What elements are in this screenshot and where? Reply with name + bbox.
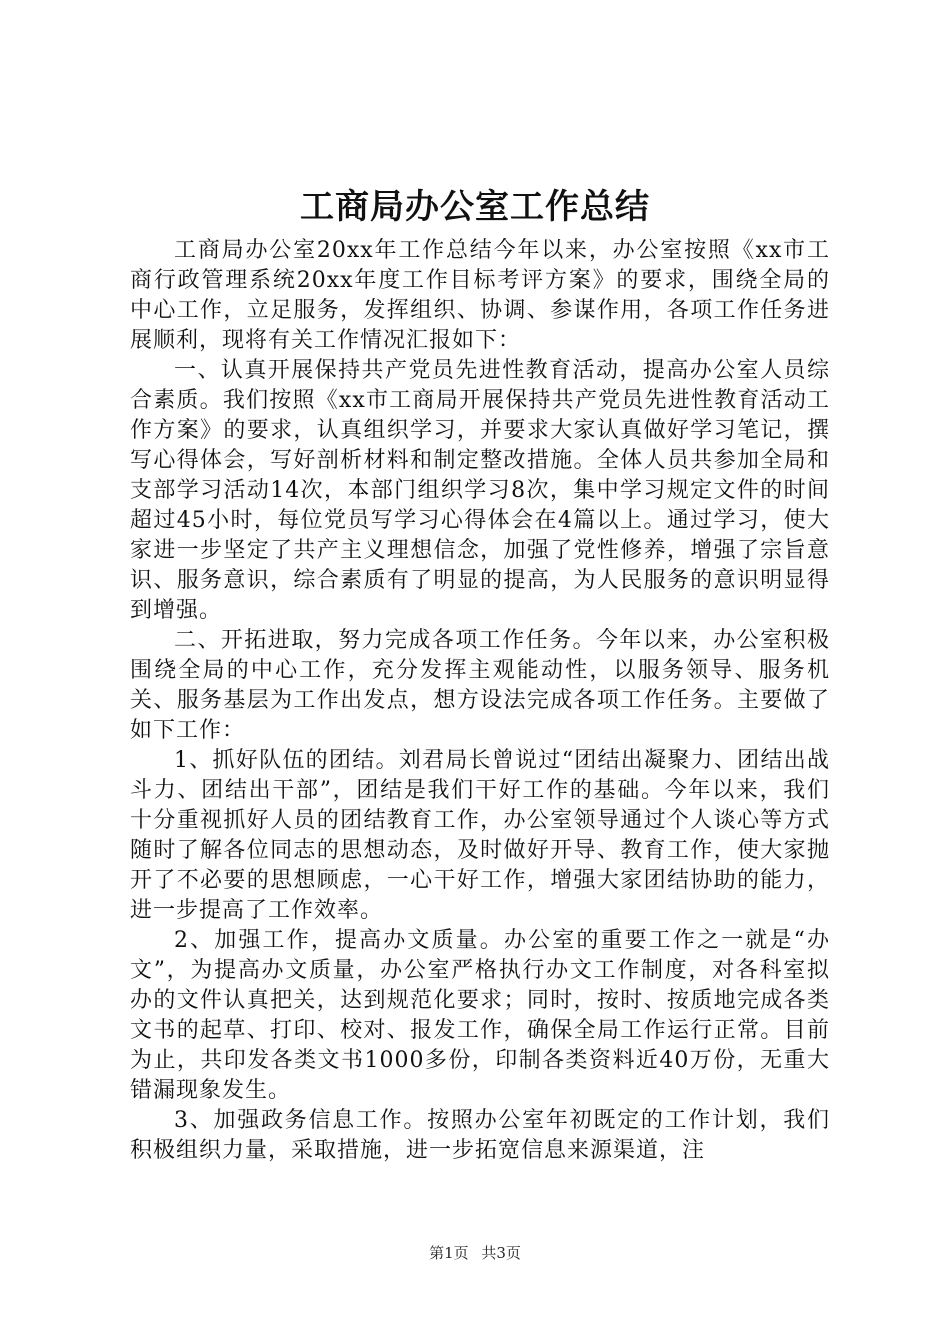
intro-paragraph: 工商局办公室20xx年工作总结今年以来，办公室按照《xx市工商行政管理系统20xx年度工作目标考评方案》的要求，围绕全局的中心工作，立足服务，发挥组织、协调、参谋作用，各项工作任务进展顺利，现将有关工作情况汇报如下： bbox=[130, 238, 830, 353]
document-title: 工商局办公室工作总结 bbox=[300, 187, 650, 227]
page-number: 第1页 bbox=[429, 1244, 469, 1262]
page-footer bbox=[0, 1243, 950, 1263]
section-two-paragraph: 二、开拓进取，努力完成各项工作任务。今年以来，办公室积极围绕全局的中心工作，充分发挥主观能动性，以服务领导、服务机关、服务基层为工作出发点，想方设法完成各项工作任务。主要做了如下工作： bbox=[130, 628, 830, 743]
section-one-paragraph: 一、认真开展保持共产党员先进性教育活动，提高办公室人员综合素质。我们按照《xx市工商局开展保持共产党员先进性教育活动工作方案》的要求，认真组织学习，并要求大家认真做好学习笔记，撰写心得体会，写好剖析材料和制定整改措施。全体人员共参加全局和支部学习活动14次，本部门组织学习8次，集中学习规定文件的时间超过45小时，每位党员写学习心得体会在4篇以上。通过学习，使大家进一步坚定了共产主义理想信念，加强了党性修养，增强了宗旨意识、服务意识，综合素质有了明显的提高，为人民服务的意识明显得到增强。 bbox=[130, 358, 830, 623]
item-two-paragraph: 2、加强工作，提高办文质量。办公室的重要工作之一就是“办文”，为提高办文质量，办公室严格执行办文工作制度，对各科室拟办的文件认真把关，达到规范化要求；同时，按时、按质地完成各类文书的起草、打印、校对、报发工作，确保全局工作运行正常。目前为止，共印发各类文书1000多份，印制各类资料近40万份，无重大错漏现象发生。 bbox=[130, 928, 830, 1103]
page-total: 共3页 bbox=[481, 1244, 521, 1262]
item-one-paragraph: 1、抓好队伍的团结。刘君局长曾说过“团结出凝聚力、团结出战斗力、团结出干部”，团结是我们干好工作的基础。今年以来，我们十分重视抓好人员的团结教育工作，办公室领导通过个人谈心等方式随时了解各位同志的思想动态，及时做好开导、教育工作，使大家抛开了不必要的思想顾虑，一心干好工作，增强大家团结协助的能力，进一步提高了工作效率。 bbox=[130, 748, 830, 923]
document-body bbox=[130, 236, 830, 1166]
item-three-paragraph: 3、加强政务信息工作。按照办公室年初既定的工作计划，我们积极组织力量，采取措施，进一步拓宽信息来源渠道，注 bbox=[130, 1108, 830, 1163]
